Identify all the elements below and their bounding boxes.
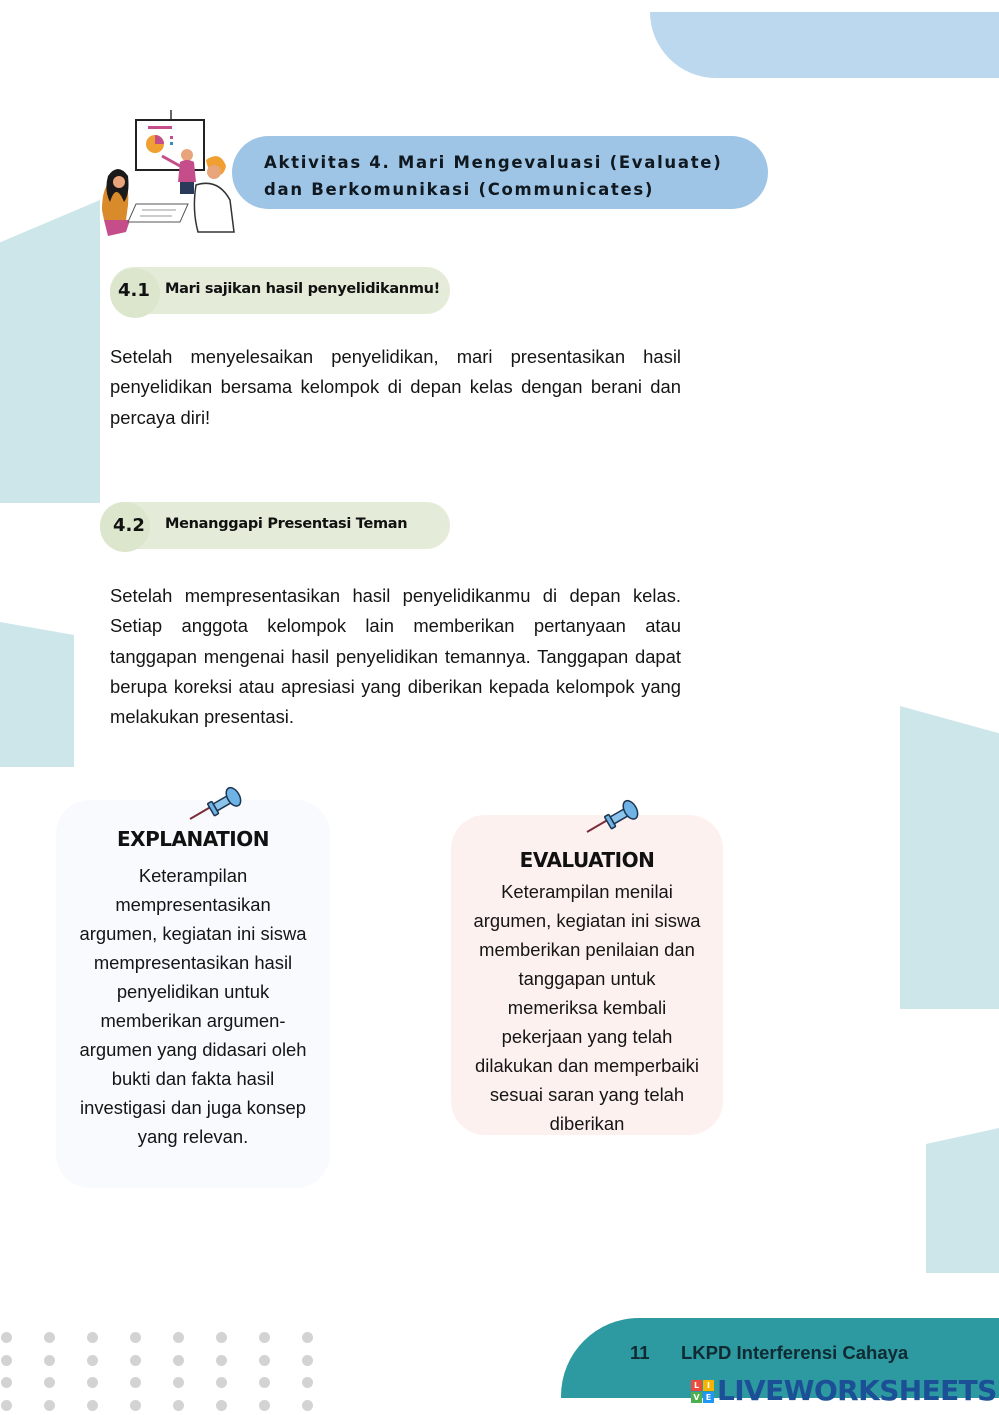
section-1-body: Setelah menyelesaikan penyelidikan, mari presentasikan hasil penyelidikan bersama kelompok di depan kelas dengan berani dan percaya diri! [110,346,681,428]
evaluation-line: memberikan penilaian dan [479,939,695,960]
pushpin-icon [188,782,246,822]
evaluation-line: sesuai saran yang telah [489,1084,685,1105]
evaluation-line: diberikan [549,1113,625,1134]
section-2-number: 4.2 [113,515,145,536]
activity-title-line-1: Aktivitas 4. Mari Mengevaluasi (Evaluate) [264,153,723,172]
explanation-line: bukti dan fakta hasil [111,1068,275,1089]
explanation-line: argumen, kegiatan ini siswa [79,923,307,944]
explanation-title: EXPLANATION [117,827,269,851]
pushpin-icon [585,795,643,835]
activity-title-line-2: dan Berkomunikasi (Communicates) [264,180,655,199]
liveworksheets-logo[interactable] [691,1376,997,1406]
left-decor-lower [0,622,74,767]
right-decor-lower [926,1128,999,1273]
evaluation-line: dilakukan dan memperbaiki [475,1055,699,1076]
presentation-illustration [96,110,244,240]
section-1-label: Mari sajikan hasil penyelidikanmu! [165,281,440,297]
explanation-line: penyelidikan untuk [116,981,270,1002]
evaluation-card [451,815,723,1135]
evaluation-body [457,877,717,1138]
evaluation-title: EVALUATION [519,848,655,872]
explanation-line: investigasi dan juga konsep [80,1097,306,1118]
explanation-line: argumen yang didasari oleh [79,1039,307,1060]
section-1-number: 4.1 [118,280,150,301]
section-2-label: Menanggapi Presentasi Teman [165,516,408,532]
evaluation-line: argumen, kegiatan ini siswa [473,910,701,931]
evaluation-line: memeriksa kembali [507,997,667,1018]
liveworksheets-brand-text: LIVEWORKSHEETS [717,1374,997,1407]
explanation-line: Keterampilan [138,865,248,886]
explanation-card [56,800,330,1188]
evaluation-line: tanggapan untuk [518,968,656,989]
document-title: LKPD Interferensi Cahaya [681,1342,909,1363]
page-number: 11 [630,1342,650,1363]
explanation-body [62,861,324,1151]
explanation-line: mempresentasikan [115,894,271,915]
explanation-line: yang relevan. [137,1126,249,1147]
evaluation-line: pekerjaan yang telah [501,1026,673,1047]
activity-title [232,136,768,209]
left-decor-upper [0,200,100,503]
explanation-line: mempresentasikan hasil [93,952,293,973]
section-2-body: Setelah mempresentasikan hasil penyelidikanmu di depan kelas. Setiap anggota kelompok lain memberikan pertanyaan atau tanggapan mengenai hasil penyelidikan temannya. Tanggapan dapat berupa koreksi atau apresiasi yang diberikan kepada kelompok yang melakukan presentasi. [110,585,681,728]
evaluation-line: Keterampilan menilai [501,881,673,902]
liveworksheets-logo-icon: L I V E [691,1380,714,1403]
top-right-decor [650,12,999,78]
right-decor-upper [900,706,999,1009]
explanation-line: memberikan argumen- [100,1010,286,1031]
